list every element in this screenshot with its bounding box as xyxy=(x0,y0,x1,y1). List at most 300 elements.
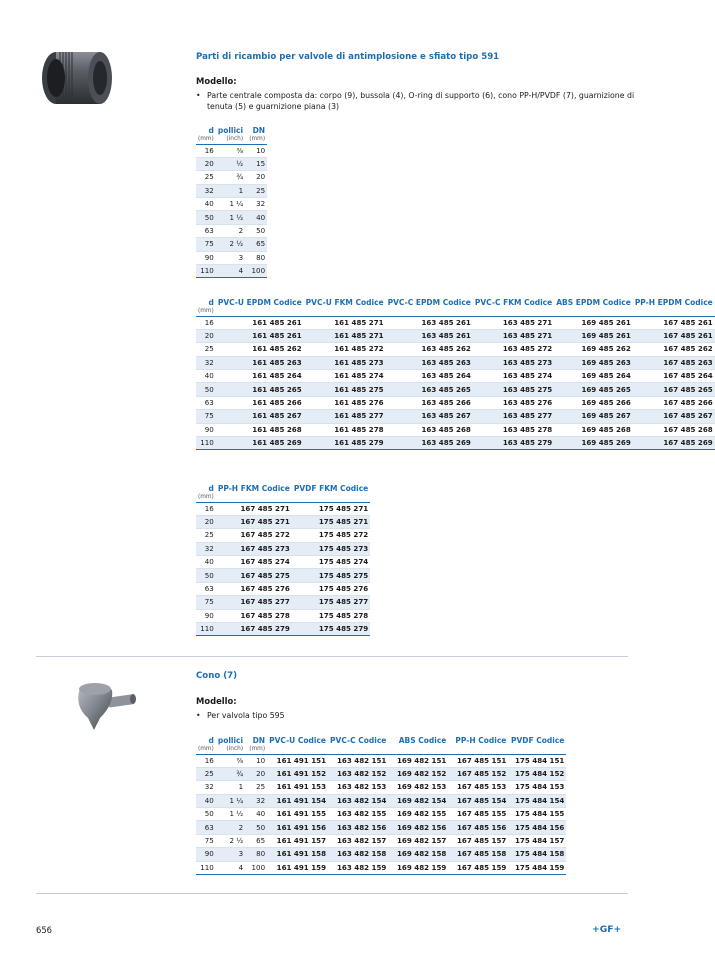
table-cell: 163 485 268 xyxy=(386,423,473,436)
table-cell: 32 xyxy=(196,184,216,197)
table-row xyxy=(196,396,715,409)
table-row xyxy=(196,794,566,807)
column-header-label: PVC-C Codice xyxy=(330,736,387,745)
table-row xyxy=(196,609,370,622)
table-cell: 63 xyxy=(196,582,216,595)
table-row xyxy=(196,529,370,542)
table-cell: 40 xyxy=(245,211,267,224)
table-row xyxy=(196,198,267,211)
table-row xyxy=(196,542,370,555)
table-row xyxy=(196,623,370,636)
table-cell: 25 xyxy=(245,781,267,794)
table-cell: 175 485 271 xyxy=(292,515,370,528)
codes-table-1 xyxy=(196,298,715,450)
table-cell: 3 xyxy=(216,251,245,264)
table-cell: 169 485 261 xyxy=(554,329,633,342)
table-cell: 169 485 268 xyxy=(554,423,633,436)
table-cell: 110 xyxy=(196,861,216,874)
table-cell: 175 484 158 xyxy=(508,848,566,861)
table-row xyxy=(196,211,267,224)
modello-label-cone: Modello: xyxy=(196,696,237,706)
table-cell: 163 482 154 xyxy=(328,794,388,807)
table-cell: 20 xyxy=(196,157,216,170)
table-cell: 32 xyxy=(196,781,216,794)
table-cell: 167 485 159 xyxy=(448,861,508,874)
table-cell: 15 xyxy=(245,157,267,170)
table-row xyxy=(196,767,566,780)
table-cell: 20 xyxy=(245,171,267,184)
table-row xyxy=(196,781,566,794)
table-cell: 50 xyxy=(196,808,216,821)
cone-codes-table xyxy=(196,736,566,875)
table-cell: 163 482 157 xyxy=(328,834,388,847)
column-header-label: pollici xyxy=(217,736,244,745)
table-cell: 163 485 273 xyxy=(473,356,554,369)
table-cell: 167 485 263 xyxy=(633,356,715,369)
table-cell: 175 484 152 xyxy=(508,767,566,780)
table-cell: 163 482 156 xyxy=(328,821,388,834)
cone-image xyxy=(70,676,140,738)
table-cell: 167 485 272 xyxy=(216,529,292,542)
table-cell: 167 485 262 xyxy=(633,343,715,356)
table-cell: 163 485 278 xyxy=(473,423,554,436)
table-row xyxy=(196,861,566,874)
table-cell: 175 485 277 xyxy=(292,596,370,609)
table-cell: 167 485 157 xyxy=(448,834,508,847)
table-cell: 169 482 156 xyxy=(388,821,448,834)
table-cell: 169 482 157 xyxy=(388,834,448,847)
table-cell: 75 xyxy=(196,238,216,251)
table-cell: 163 482 153 xyxy=(328,781,388,794)
table-cell: 161 485 273 xyxy=(304,356,386,369)
bottom-divider xyxy=(36,893,628,894)
table-cell: 167 485 158 xyxy=(448,848,508,861)
table-cell: 167 485 273 xyxy=(216,542,292,555)
table-cell: 4 xyxy=(216,265,245,278)
table-cell: 161 491 158 xyxy=(267,848,328,861)
table-cell: 75 xyxy=(196,410,216,423)
table-row xyxy=(196,356,715,369)
table-cell: 163 485 267 xyxy=(386,410,473,423)
column-header-unit: (mm) xyxy=(198,493,214,500)
section-title-spare-parts: Parti di ricambio per valvole di antimplosione e sfiato tipo 591 xyxy=(196,52,500,62)
table-cell: 63 xyxy=(196,224,216,237)
table-row xyxy=(196,569,370,582)
table-cell: 167 485 154 xyxy=(448,794,508,807)
table-cell: 161 491 156 xyxy=(267,821,328,834)
table-cell: 175 485 271 xyxy=(292,502,370,515)
table-cell: 25 xyxy=(245,184,267,197)
table-cell: 161 491 151 xyxy=(267,754,328,767)
table-cell: 169 485 263 xyxy=(554,356,633,369)
bullet-dot: • xyxy=(196,91,201,100)
table-row xyxy=(196,848,566,861)
bullet-description xyxy=(196,90,647,112)
table-cell: 40 xyxy=(196,794,216,807)
column-header xyxy=(508,736,566,754)
section-divider xyxy=(36,656,628,657)
valve-body-image xyxy=(38,47,114,113)
table-cell: 1 ½ xyxy=(216,808,245,821)
column-header-label: d xyxy=(208,484,214,493)
table-cell: 175 484 151 xyxy=(508,754,566,767)
table-cell: 75 xyxy=(196,596,216,609)
table-cell: 167 485 265 xyxy=(633,383,715,396)
table-cell: 25 xyxy=(196,171,216,184)
table-cell: 163 485 277 xyxy=(473,410,554,423)
table-cell: 32 xyxy=(196,542,216,555)
table-cell: 63 xyxy=(196,821,216,834)
table-cell: 161 491 152 xyxy=(267,767,328,780)
column-header-label: PVC-U Codice xyxy=(269,736,327,745)
table-cell: ⅜ xyxy=(216,144,245,157)
column-header xyxy=(554,298,633,316)
table-cell: 1 ¼ xyxy=(216,794,245,807)
table-cell: 175 484 153 xyxy=(508,781,566,794)
table-cell: 1 ½ xyxy=(216,211,245,224)
table-cell: 16 xyxy=(196,502,216,515)
table-cell: 50 xyxy=(196,211,216,224)
table-cell: 175 484 157 xyxy=(508,834,566,847)
table-header-row xyxy=(196,126,267,144)
table-cell: 161 485 271 xyxy=(304,316,386,329)
table-cell: 175 484 155 xyxy=(508,808,566,821)
table-cell: 163 482 159 xyxy=(328,861,388,874)
table-cell: 63 xyxy=(196,396,216,409)
page-number: 656 xyxy=(36,925,52,935)
table-cell: 163 485 264 xyxy=(386,370,473,383)
column-header xyxy=(304,298,386,316)
valve-body-icon xyxy=(38,47,114,109)
table-row xyxy=(196,370,715,383)
table-row xyxy=(196,437,715,450)
table-cell: 167 485 153 xyxy=(448,781,508,794)
table-cell: 175 485 278 xyxy=(292,609,370,622)
table-row xyxy=(196,808,566,821)
table-cell: 50 xyxy=(245,821,267,834)
column-header-unit: (mm) xyxy=(198,135,214,142)
table-cell: 169 485 265 xyxy=(554,383,633,396)
section-title-cone: Cono (7) xyxy=(196,671,238,681)
table-cell: 167 485 278 xyxy=(216,609,292,622)
table-cell: 40 xyxy=(196,198,216,211)
table-cell: 175 485 274 xyxy=(292,556,370,569)
table-cell: 16 xyxy=(196,144,216,157)
table-cell: 167 485 277 xyxy=(216,596,292,609)
table-row xyxy=(196,157,267,170)
table-cell: 167 485 269 xyxy=(633,437,715,450)
table-row xyxy=(196,171,267,184)
table-cell: 169 485 262 xyxy=(554,343,633,356)
table-cell: 90 xyxy=(196,251,216,264)
table-cell: 2 xyxy=(216,821,245,834)
table-cell: 167 485 276 xyxy=(216,582,292,595)
table-cell: 163 485 261 xyxy=(386,316,473,329)
table-row xyxy=(196,238,267,251)
table-cell: 163 482 155 xyxy=(328,808,388,821)
table-cell: 25 xyxy=(196,343,216,356)
table-cell: 163 485 279 xyxy=(473,437,554,450)
table-cell: 167 485 271 xyxy=(216,515,292,528)
table-cell: 161 485 261 xyxy=(216,329,304,342)
table-cell: 169 482 154 xyxy=(388,794,448,807)
table-cell: 161 485 271 xyxy=(304,329,386,342)
table-header-row xyxy=(196,298,715,316)
table-cell: 161 485 265 xyxy=(216,383,304,396)
size-table xyxy=(196,126,267,278)
column-header xyxy=(473,298,554,316)
table-cell: 4 xyxy=(216,861,245,874)
table-cell: 169 482 152 xyxy=(388,767,448,780)
table-header-row xyxy=(196,484,370,502)
table-cell: 2 ½ xyxy=(216,834,245,847)
table-row xyxy=(196,834,566,847)
table-cell: 65 xyxy=(245,834,267,847)
column-header-label: PVC-U EPDM Codice xyxy=(217,298,302,307)
table-row xyxy=(196,383,715,396)
table-cell: 169 482 153 xyxy=(388,781,448,794)
column-header-label: PVC-C FKM Codice xyxy=(474,298,553,307)
table-row xyxy=(196,251,267,264)
column-header xyxy=(196,126,216,144)
table-cell: 110 xyxy=(196,437,216,450)
column-header-label: pollici xyxy=(217,126,244,135)
column-header-label: PP-H EPDM Codice xyxy=(634,298,713,307)
table-cell: 161 485 268 xyxy=(216,423,304,436)
column-header xyxy=(292,484,370,502)
column-header xyxy=(267,736,328,754)
column-header-unit: (mm) xyxy=(198,745,214,752)
table-row xyxy=(196,515,370,528)
table-cell: 167 485 274 xyxy=(216,556,292,569)
column-header xyxy=(245,736,267,754)
table-cell: 169 482 159 xyxy=(388,861,448,874)
table-cell: 40 xyxy=(245,808,267,821)
table-cell: 163 485 261 xyxy=(386,329,473,342)
table-cell: 167 485 151 xyxy=(448,754,508,767)
table-row xyxy=(196,144,267,157)
cone-icon xyxy=(70,676,140,734)
table-row xyxy=(196,596,370,609)
table-cell: 163 485 276 xyxy=(473,396,554,409)
table-cell: 161 491 157 xyxy=(267,834,328,847)
table-cell: 167 485 152 xyxy=(448,767,508,780)
table-cell: 75 xyxy=(196,834,216,847)
table-row xyxy=(196,502,370,515)
table-cell: 163 485 265 xyxy=(386,383,473,396)
table-cell: 32 xyxy=(245,198,267,211)
table-cell: 167 485 266 xyxy=(633,396,715,409)
table-cell: 161 485 274 xyxy=(304,370,386,383)
column-header-label: d xyxy=(208,298,214,307)
column-header xyxy=(328,736,388,754)
table-cell: 20 xyxy=(245,767,267,780)
table-cell: 167 485 155 xyxy=(448,808,508,821)
table-cell: 161 485 272 xyxy=(304,343,386,356)
table-cell: 161 485 278 xyxy=(304,423,386,436)
table-cell: 2 xyxy=(216,224,245,237)
column-header-label: PP-H Codice xyxy=(455,736,507,745)
table-cell: 167 485 268 xyxy=(633,423,715,436)
table-cell: 50 xyxy=(196,383,216,396)
column-header-label: ABS EPDM Codice xyxy=(556,298,631,307)
column-header-unit: (mm) xyxy=(198,307,214,314)
table-cell: 169 485 264 xyxy=(554,370,633,383)
table-cell: 161 485 261 xyxy=(216,316,304,329)
table-cell: 161 485 264 xyxy=(216,370,304,383)
table-row xyxy=(196,556,370,569)
column-header xyxy=(196,298,216,316)
bullet-text: Parte centrale composta da: corpo (9), bussola (4), O-ring di supporto (6), cono PP-H/PVDF (7), guarnizione di tenuta (5) e guarnizione piana (3) xyxy=(207,91,635,111)
column-header xyxy=(216,736,245,754)
table-cell: 163 482 152 xyxy=(328,767,388,780)
table-cell: 163 485 266 xyxy=(386,396,473,409)
table-cell: 161 491 153 xyxy=(267,781,328,794)
table-cell: 161 485 279 xyxy=(304,437,386,450)
table-cell: 163 485 271 xyxy=(473,329,554,342)
table-cell: 167 485 261 xyxy=(633,316,715,329)
table-cell: 50 xyxy=(245,224,267,237)
table-row xyxy=(196,821,566,834)
table-cell: 163 485 274 xyxy=(473,370,554,383)
table-cell: 167 485 267 xyxy=(633,410,715,423)
table-cell: 163 482 158 xyxy=(328,848,388,861)
table-cell: 65 xyxy=(245,238,267,251)
table-cell: 167 485 156 xyxy=(448,821,508,834)
modello-label: Modello: xyxy=(196,76,237,86)
codes-table-2 xyxy=(196,484,370,636)
table-row xyxy=(196,184,267,197)
table-cell: 16 xyxy=(196,754,216,767)
table-cell: 16 xyxy=(196,316,216,329)
table-cell: 163 485 275 xyxy=(473,383,554,396)
table-cell: 110 xyxy=(196,265,216,278)
table-cell: 175 484 156 xyxy=(508,821,566,834)
table-row xyxy=(196,423,715,436)
table-row xyxy=(196,265,267,278)
table-cell: ¾ xyxy=(216,767,245,780)
table-cell: 163 485 269 xyxy=(386,437,473,450)
table-cell: 175 485 275 xyxy=(292,569,370,582)
table-cell: 161 485 276 xyxy=(304,396,386,409)
table-cell: 161 485 269 xyxy=(216,437,304,450)
table-cell: 20 xyxy=(196,515,216,528)
column-header-label: PVC-C EPDM Codice xyxy=(387,298,471,307)
table-cell: 167 485 279 xyxy=(216,623,292,636)
table-cell: 1 xyxy=(216,781,245,794)
column-header-unit: (mm) xyxy=(249,745,266,752)
table-cell: 167 485 275 xyxy=(216,569,292,582)
column-header-label: d xyxy=(208,126,214,135)
column-header-label: PP-H FKM Codice xyxy=(217,484,290,493)
table-cell: 169 485 261 xyxy=(554,316,633,329)
table-cell: 10 xyxy=(245,754,267,767)
table-cell: 1 ¼ xyxy=(216,198,245,211)
table-cell: 2 ½ xyxy=(216,238,245,251)
table-cell: 169 485 267 xyxy=(554,410,633,423)
table-cell: 50 xyxy=(196,569,216,582)
table-cell: 175 484 159 xyxy=(508,861,566,874)
table-cell: ½ xyxy=(216,157,245,170)
column-header-label: DN xyxy=(252,126,266,135)
table-cell: 161 491 159 xyxy=(267,861,328,874)
bullet-dot: • xyxy=(196,711,201,720)
table-row xyxy=(196,582,370,595)
table-cell: 161 485 275 xyxy=(304,383,386,396)
table-cell: 25 xyxy=(196,529,216,542)
table-cell: 161 491 155 xyxy=(267,808,328,821)
column-header xyxy=(633,298,715,316)
table-cell: 1 xyxy=(216,184,245,197)
table-cell: 161 485 262 xyxy=(216,343,304,356)
table-cell: 40 xyxy=(196,370,216,383)
table-cell: 100 xyxy=(245,265,267,278)
table-cell: 175 484 154 xyxy=(508,794,566,807)
table-cell: 175 485 279 xyxy=(292,623,370,636)
column-header-label: PVDF Codice xyxy=(510,736,565,745)
table-cell: 32 xyxy=(196,356,216,369)
column-header xyxy=(448,736,508,754)
table-cell: 169 482 155 xyxy=(388,808,448,821)
table-cell: 100 xyxy=(245,861,267,874)
column-header xyxy=(386,298,473,316)
table-cell: ¾ xyxy=(216,171,245,184)
table-cell: 169 482 158 xyxy=(388,848,448,861)
table-cell: 163 485 271 xyxy=(473,316,554,329)
table-cell: 110 xyxy=(196,623,216,636)
table-cell: 169 482 151 xyxy=(388,754,448,767)
column-header xyxy=(388,736,448,754)
brand-logo: +GF+ xyxy=(592,924,622,935)
table-cell: 161 485 266 xyxy=(216,396,304,409)
bullet-description-cone xyxy=(196,710,647,721)
table-cell: 161 485 267 xyxy=(216,410,304,423)
table-cell: 90 xyxy=(196,423,216,436)
column-header-unit: (inch) xyxy=(226,135,244,142)
table-cell: 163 485 272 xyxy=(473,343,554,356)
table-cell: 175 485 272 xyxy=(292,529,370,542)
column-header-unit: (mm) xyxy=(249,135,266,142)
table-cell: ⅜ xyxy=(216,754,245,767)
table-cell: 175 485 273 xyxy=(292,542,370,555)
table-cell: 163 482 151 xyxy=(328,754,388,767)
table-cell: 3 xyxy=(216,848,245,861)
table-cell: 90 xyxy=(196,848,216,861)
column-header xyxy=(196,736,216,754)
table-cell: 161 485 263 xyxy=(216,356,304,369)
table-cell: 167 485 261 xyxy=(633,329,715,342)
column-header xyxy=(245,126,267,144)
table-cell: 175 485 276 xyxy=(292,582,370,595)
table-cell: 10 xyxy=(245,144,267,157)
table-cell: 163 485 263 xyxy=(386,356,473,369)
table-cell: 80 xyxy=(245,848,267,861)
table-header-row xyxy=(196,736,566,754)
table-cell: 167 485 264 xyxy=(633,370,715,383)
column-header-label: d xyxy=(208,736,214,745)
column-header xyxy=(196,484,216,502)
table-cell: 161 491 154 xyxy=(267,794,328,807)
table-cell: 169 485 269 xyxy=(554,437,633,450)
column-header xyxy=(216,484,292,502)
table-cell: 20 xyxy=(196,329,216,342)
column-header-label: PVC-U FKM Codice xyxy=(305,298,384,307)
column-header-label: DN xyxy=(252,736,266,745)
table-row xyxy=(196,410,715,423)
table-cell: 90 xyxy=(196,609,216,622)
table-row xyxy=(196,343,715,356)
column-header-label: ABS Codice xyxy=(398,736,447,745)
